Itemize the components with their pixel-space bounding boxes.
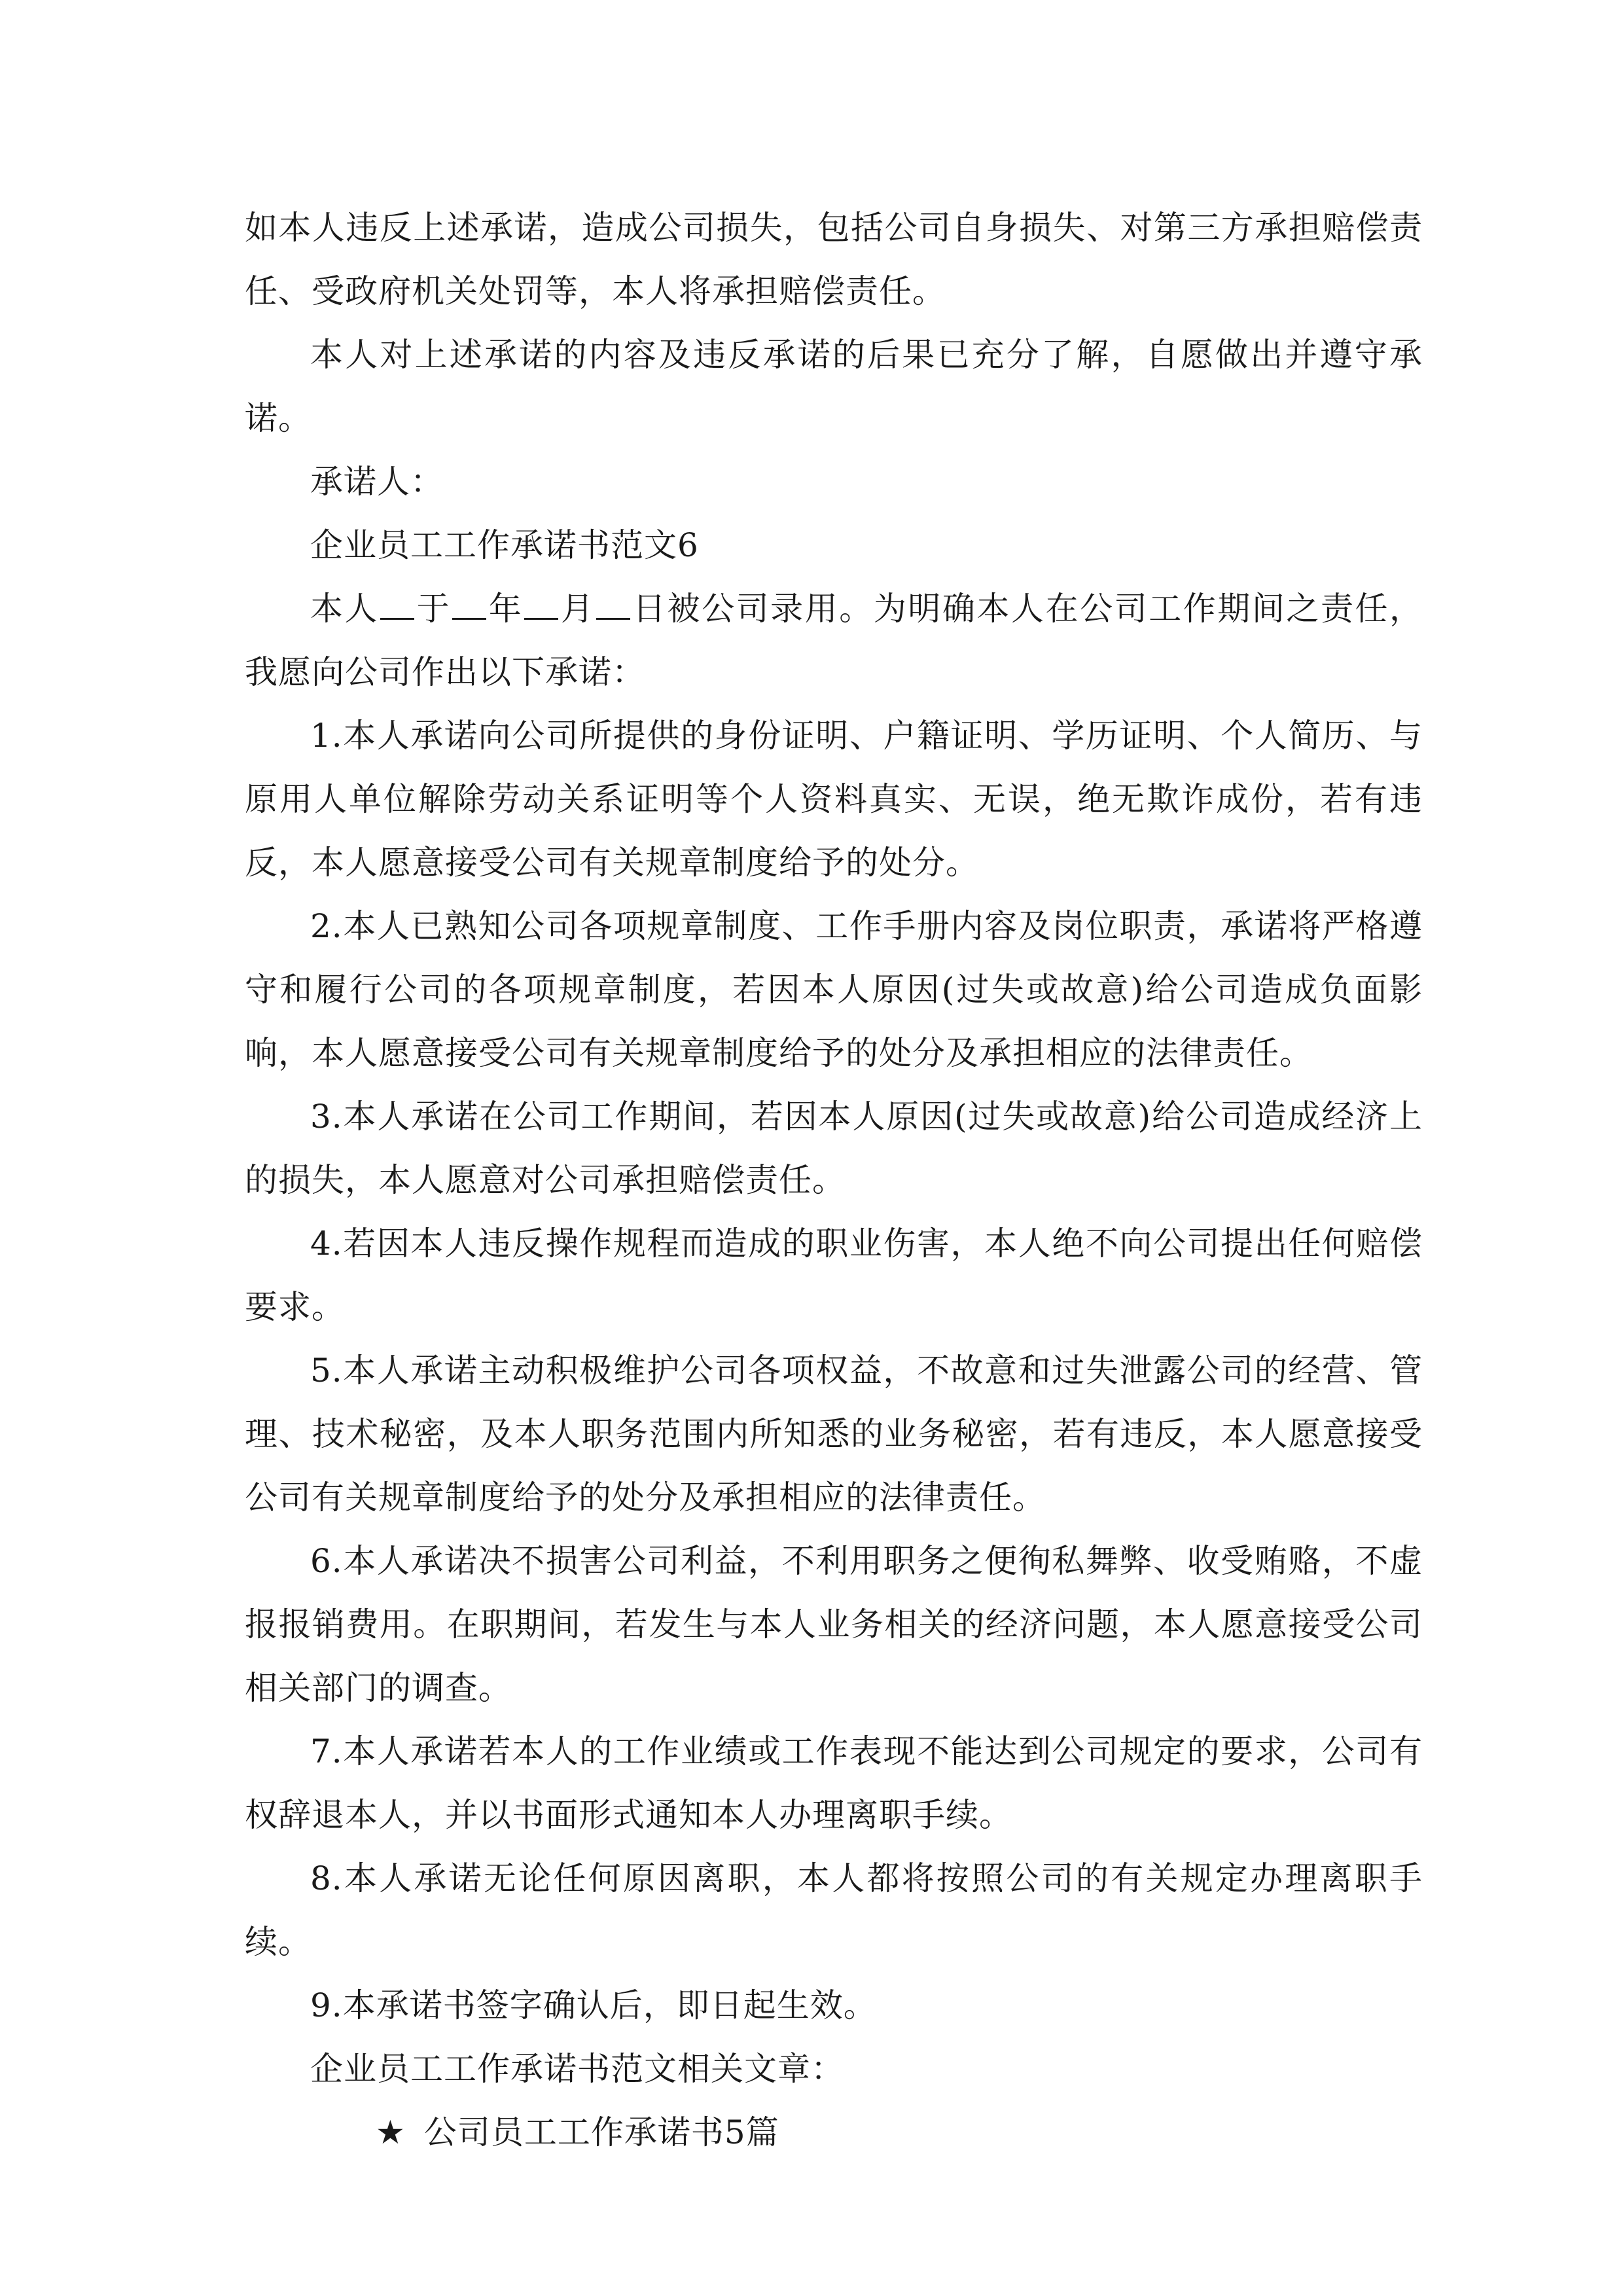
commitment-item-7: 7.本人承诺若本人的工作业绩或工作表现不能达到公司规定的要求，公司有权辞退本人，并以书面形式通知本人办理离职手续。 [245, 1732, 1423, 1834]
signatory-label: 承诺人： [310, 463, 444, 501]
related-articles-heading: 企业员工工作承诺书范文相关文章： [310, 2050, 844, 2088]
intro-text-3: 年 [488, 590, 524, 628]
related-article-link[interactable] [245, 2101, 1423, 2164]
month-blank [524, 586, 558, 620]
paragraph-breach-liability: 如本人违反上述承诺，造成公司损失，包括公司自身损失、对第三方承担赔偿责任、受政府机关处罚等，本人将承担赔偿责任。 [245, 209, 1423, 310]
commitment-item-2: 2.本人已熟知公司各项规章制度、工作手册内容及岗位职责，承诺将严格遵守和履行公司的各项规章制度，若因本人原因(过失或故意)给公司造成负面影响，本人愿意接受公司有关规章制度给予的处分及承担相应的法律责任。 [245, 907, 1423, 1072]
commitment-item-3: 3.本人承诺在公司工作期间，若因本人原因(过失或故意)给公司造成经济上的损失，本人愿意对公司承担赔偿责任。 [245, 1098, 1423, 1199]
intro-text-1: 本人 [310, 590, 380, 628]
intro-text-4: 月 [560, 590, 596, 628]
document-body [245, 196, 1423, 2164]
star-icon: ★ [376, 2113, 406, 2151]
name-blank [380, 586, 414, 620]
commitment-item-9: 9.本承诺书签字确认后，即日起生效。 [310, 1986, 877, 2024]
paragraph-acknowledgement: 本人对上述承诺的内容及违反承诺的后果已充分了解，自愿做出并遵守承诺。 [245, 336, 1423, 437]
commitment-item-6: 6.本人承诺决不损害公司利益，不利用职务之便徇私舞弊、收受贿赂，不虚报报销费用。在职期间，若发生与本人业务相关的经济问题，本人愿意接受公司相关部门的调查。 [245, 1542, 1423, 1707]
related-article-title[interactable]: 公司员工工作承诺书5篇 [423, 2113, 779, 2151]
section-title: 企业员工工作承诺书范文6 [310, 526, 699, 564]
commitment-item-8: 8.本人承诺无论任何原因离职，本人都将按照公司的有关规定办理离职手续。 [245, 1859, 1423, 1961]
year-blank [452, 586, 486, 620]
commitment-item-1: 1.本人承诺向公司所提供的身份证明、户籍证明、学历证明、个人简历、与原用人单位解除劳动关系证明等个人资料真实、无误，绝无欺诈成份，若有违反，本人愿意接受公司有关规章制度给予的处分。 [245, 717, 1423, 882]
intro-text-5: 日被公司录用。为明确本人在公司工作期间之责任，我愿向公司作出以下承诺： [245, 590, 1423, 691]
commitment-item-4: 4.若因本人违反操作规程而造成的职业伤害，本人绝不向公司提出任何赔偿要求。 [245, 1225, 1423, 1326]
intro-text-2: 于 [416, 590, 452, 628]
paragraph-intro [245, 577, 1423, 704]
day-blank [596, 586, 630, 620]
commitment-item-5: 5.本人承诺主动积极维护公司各项权益，不故意和过失泄露公司的经营、管理、技术秘密，及本人职务范围内所知悉的业务秘密，若有违反，本人愿意接受公司有关规章制度给予的处分及承担相应的法律责任。 [245, 1352, 1423, 1516]
